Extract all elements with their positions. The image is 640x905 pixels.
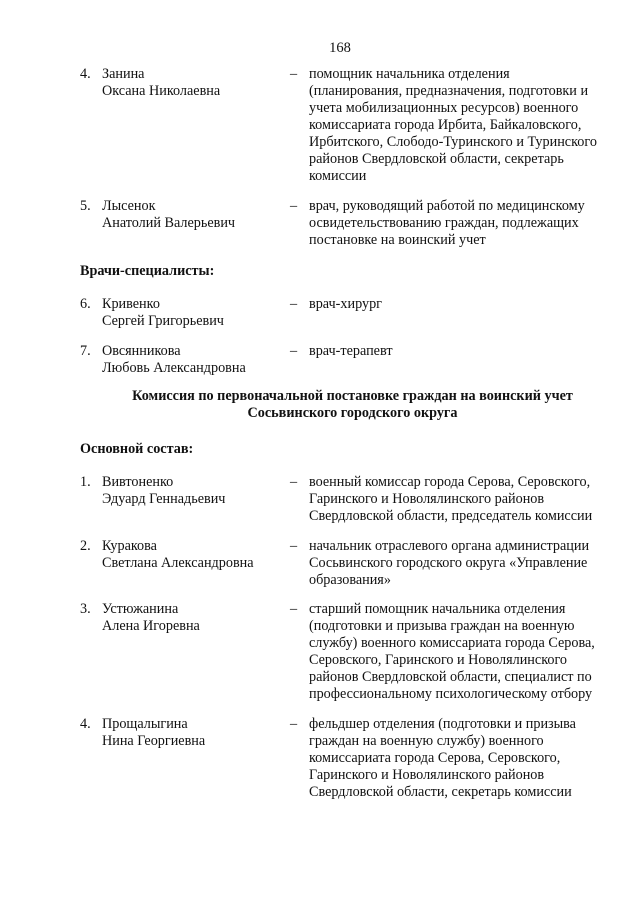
member-name	[102, 474, 282, 508]
name-line: Эдуард Геннадьевич	[102, 491, 226, 507]
entry-number: 6.	[80, 296, 91, 312]
name-line: Оксана Николаевна	[102, 83, 221, 99]
name-line: Вивтоненко	[102, 474, 174, 490]
name-line: Кривенко	[102, 296, 160, 312]
role-line: Серовского, Гаринского и Новолялинского	[309, 652, 568, 668]
name-line: Лысенок	[102, 198, 156, 214]
name-line: Любовь Александровна	[102, 360, 246, 376]
role-line: Ирбитского, Слободо-Туринского и Туринского	[309, 134, 597, 150]
role-line: комиссариата города Ирбита, Байкаловского,	[309, 117, 582, 133]
entry-number: 5.	[80, 198, 91, 214]
name-line: Прощалыгина	[102, 716, 188, 732]
role-line: постановке на воинский учет	[309, 232, 486, 248]
member-role	[309, 66, 619, 185]
entry-number: 7.	[80, 343, 91, 359]
role-line: районов Свердловской области, секретарь	[309, 151, 564, 167]
main-composition-heading: Основной состав:	[80, 441, 194, 457]
member-role	[309, 296, 619, 313]
member-role	[309, 601, 619, 703]
role-line: (подготовки и призыва граждан на военную	[309, 618, 575, 634]
entry-number: 4.	[80, 716, 91, 732]
entry-number: 3.	[80, 601, 91, 617]
role-line: освидетельствованию граждан, подлежащих	[309, 215, 579, 231]
role-line: граждан на военную службу) военного	[309, 733, 544, 749]
member-role	[309, 538, 619, 589]
page-number: 168	[329, 40, 351, 56]
member-role	[309, 716, 619, 801]
role-line: Гаринского и Новолялинского районов	[309, 767, 545, 783]
commission-title	[80, 388, 625, 422]
role-line: врач, руководящий работой по медицинскому	[309, 198, 585, 214]
name-line: Устюжанина	[102, 601, 179, 617]
dash: –	[290, 601, 298, 617]
member-name	[102, 296, 282, 330]
role-line: образования»	[309, 572, 391, 588]
role-line: комиссариата города Серова, Серовского,	[309, 750, 561, 766]
role-line: врач-хирург	[309, 296, 382, 312]
name-line: Занина	[102, 66, 145, 82]
member-role	[309, 474, 619, 525]
role-line: Сосьвинского городского округа «Управление	[309, 555, 588, 571]
role-line: районов Свердловской области, специалист по	[309, 669, 592, 685]
member-name	[102, 601, 282, 635]
role-line: врач-терапевт	[309, 343, 393, 359]
dash: –	[290, 198, 298, 214]
role-line: начальник отраслевого органа администрации	[309, 538, 590, 554]
dash: –	[290, 343, 298, 359]
member-name	[102, 538, 282, 572]
entry-number: 2.	[80, 538, 91, 554]
role-line: военный комиссар города Серова, Серовского,	[309, 474, 591, 490]
member-role	[309, 198, 619, 249]
title-line: Комиссия по первоначальной постановке граждан на воинский учет	[132, 388, 573, 404]
entry-number: 4.	[80, 66, 91, 82]
name-line: Анатолий Валерьевич	[102, 215, 236, 231]
role-line: помощник начальника отделения	[309, 66, 510, 82]
name-line: Сергей Григорьевич	[102, 313, 224, 329]
title-line: Сосьвинского городского округа	[247, 405, 458, 421]
member-role	[309, 343, 619, 360]
member-name	[102, 198, 282, 232]
role-line: комиссии	[309, 168, 367, 184]
role-line: старший помощник начальника отделения	[309, 601, 566, 617]
role-line: фельдшер отделения (подготовки и призыва	[309, 716, 576, 732]
role-line: службу) военного комиссариата города Серова,	[309, 635, 595, 651]
dash: –	[290, 716, 298, 732]
name-line: Алена Игоревна	[102, 618, 200, 634]
dash: –	[290, 296, 298, 312]
entry-number: 1.	[80, 474, 91, 490]
member-name	[102, 343, 282, 377]
name-line: Светлана Александровна	[102, 555, 254, 571]
member-name	[102, 716, 282, 750]
specialists-heading: Врачи-специалисты:	[80, 263, 215, 279]
role-line: Свердловской области, секретарь комиссии	[309, 784, 572, 800]
name-line: Овсянникова	[102, 343, 181, 359]
name-line: Куракова	[102, 538, 157, 554]
name-line: Нина Георгиевна	[102, 733, 206, 749]
dash: –	[290, 538, 298, 554]
role-line: Гаринского и Новолялинского районов	[309, 491, 545, 507]
role-line: учета мобилизационных ресурсов) военного	[309, 100, 579, 116]
role-line: (планирования, предназначения, подготовки и	[309, 83, 589, 99]
dash: –	[290, 66, 298, 82]
dash: –	[290, 474, 298, 490]
role-line: профессиональному психологическому отбору	[309, 686, 593, 702]
member-name	[102, 66, 282, 100]
role-line: Свердловской области, председатель комиссии	[309, 508, 593, 524]
